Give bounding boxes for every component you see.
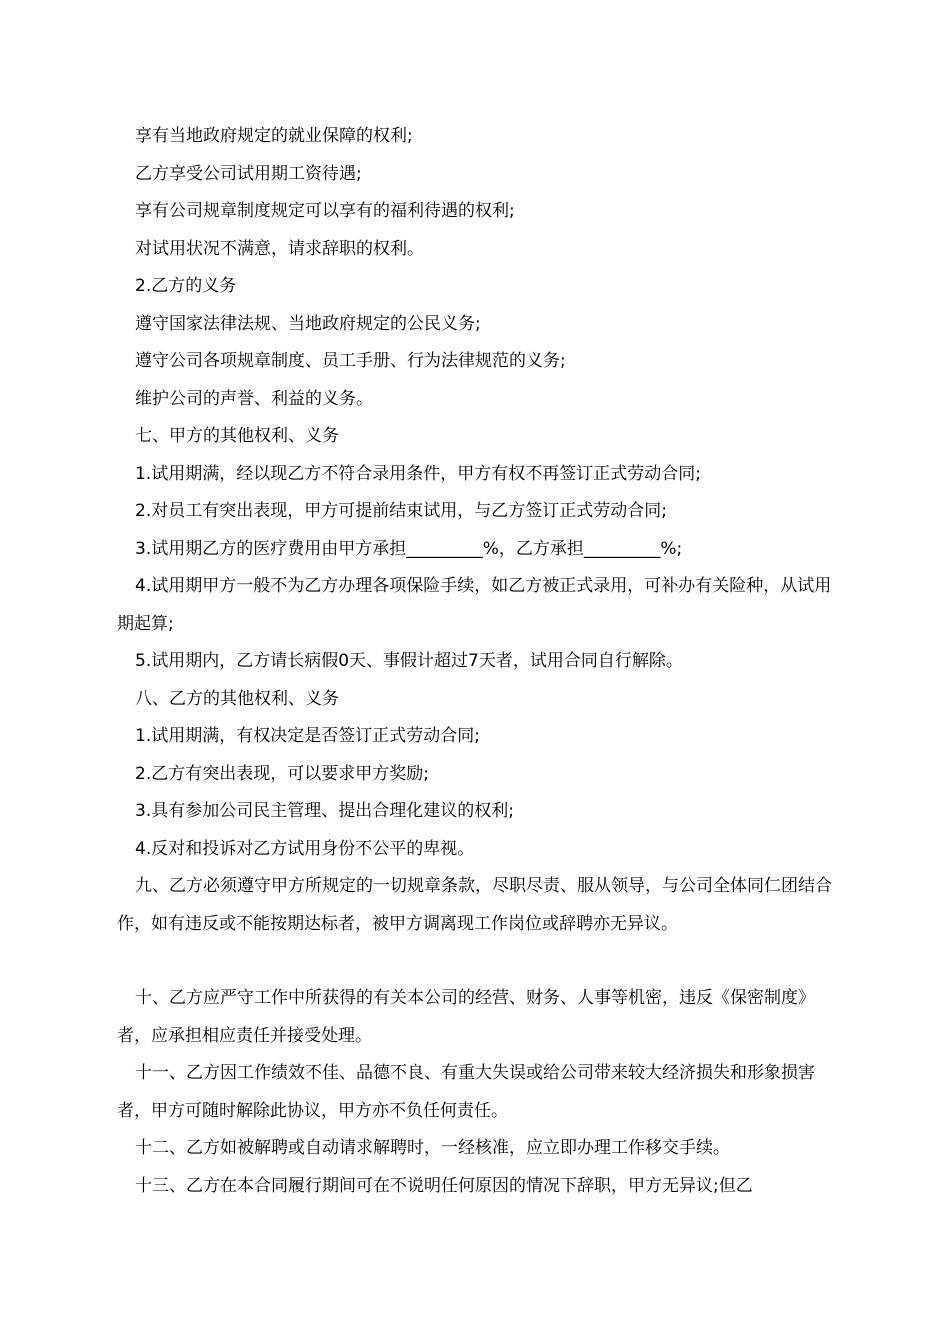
document-body [117,118,847,1205]
paragraph: 对试用状况不满意，请求辞职的权利。 [135,238,424,259]
section-heading: 八、乙方的其他权利、义务 [135,688,339,709]
blank-line [117,943,847,980]
section-heading: 2.乙方的义务 [135,276,237,296]
clause-paragraph: 十三、乙方在本合同履行期间可在不说明任何原因的情况下辞职，甲方无异议;但乙 [135,1175,753,1196]
paragraph: 遵守国家法律法规、当地政府规定的公民义务; [135,313,481,334]
paragraph: 1.试用期满，经以现乙方不符合录用条件，甲方有权不再签订正式劳动合同; [135,463,701,484]
paragraph: 1.试用期满，有权决定是否签订正式劳动合同; [135,726,480,746]
paragraph: 乙方享受公司试用期工资待遇; [135,163,362,184]
paragraph: 享有公司规章制度规定可以享有的福利待遇的权利; [135,201,515,221]
paragraph: 维护公司的声誉、利益的义务。 [135,388,373,409]
paragraph: 4.试用期甲方一般不为乙方办理各项保险手续，如乙方被正式录用，可补办有关险种，从试用期起算; [117,576,832,634]
paragraph: 5.试用期内，乙方请长病假0天、事假计超过7天者，试用合同自行解除。 [135,651,683,671]
paragraph: 3.具有参加公司民主管理、提出合理化建议的权利; [135,801,514,821]
paragraph: 享有当地政府规定的就业保障的权利; [135,126,413,146]
clause-paragraph: 九、乙方必须遵守甲方所规定的一切规章条款，尽职尽责、服从领导，与公司全体同仁团结合作，如有违反或不能按期达标者，被甲方调离现工作岗位或辞聘亦无异议。 [117,876,832,934]
paragraph: 遵守公司各项规章制度、员工手册、行为法律规范的义务; [135,351,566,371]
paragraph: 2.对员工有突出表现，甲方可提前结束试用，与乙方签订正式劳动合同; [135,501,667,521]
paragraph: 4.反对和投诉对乙方试用身份不公平的卑视。 [135,838,475,859]
paragraph: 2.乙方有突出表现，可以要求甲方奖励; [135,763,429,784]
clause-paragraph: 十二、乙方如被解聘或自动请求解聘时，一经核准，应立即办理工作移交手续。 [135,1138,730,1158]
clause-paragraph: 十、乙方应严守工作中所获得的有关本公司的经营、财务、人事等机密，违反《保密制度》者，应承担相应责任并接受处理。 [117,988,815,1046]
paragraph: 3.试用期乙方的医疗费用由甲方承担_________%，乙方承担_________%; [135,538,683,559]
section-heading: 七、甲方的其他权利、义务 [135,426,339,446]
clause-paragraph: 十一、乙方因工作绩效不佳、品德不良、有重大失误或给公司带来较大经济损失和形象损害者，甲方可随时解除此协议，甲方亦不负任何责任。 [117,1063,815,1121]
